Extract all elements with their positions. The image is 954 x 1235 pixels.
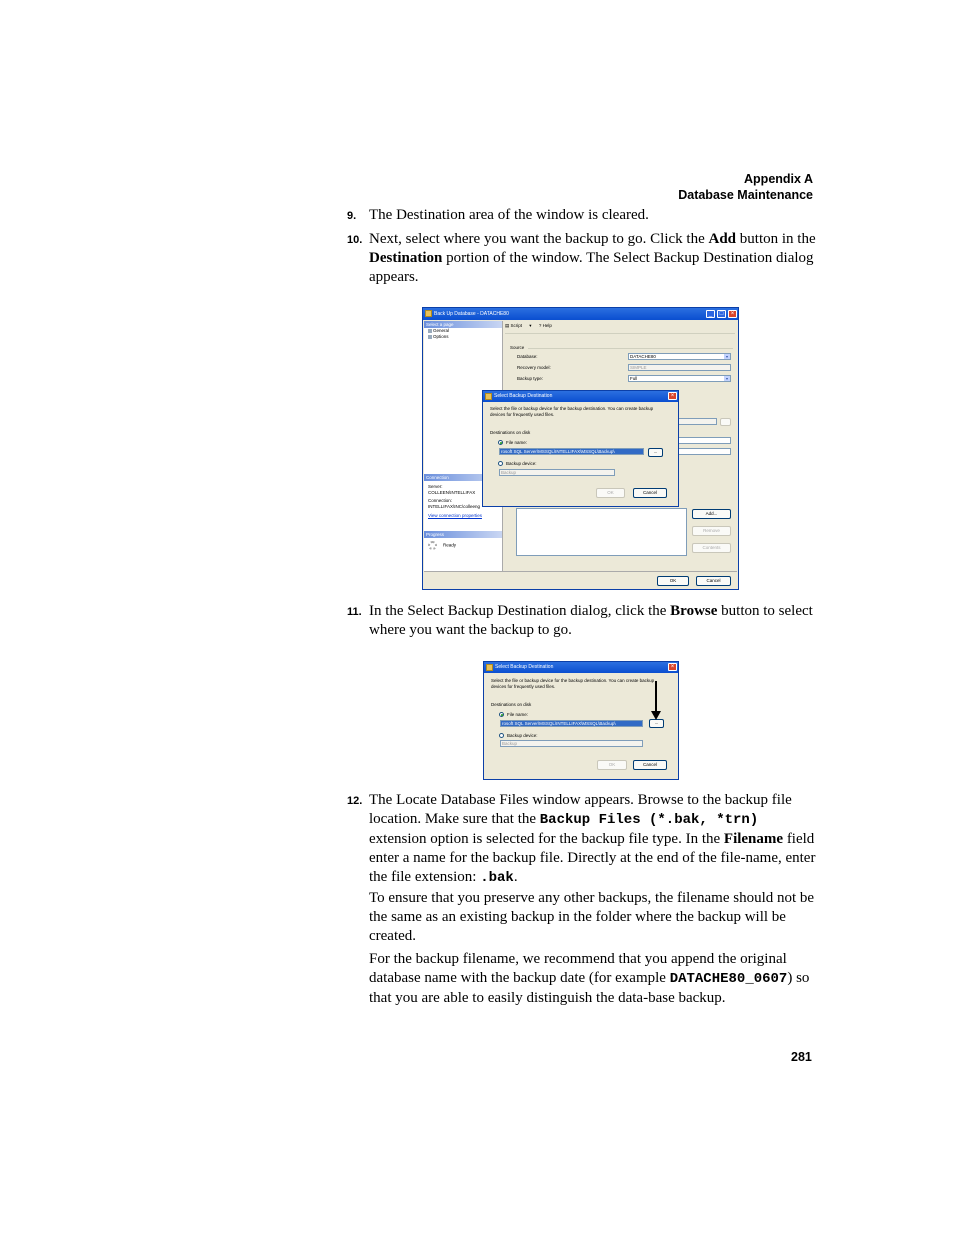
maximize-icon[interactable]: □	[717, 310, 726, 318]
backup-type-select[interactable]: Full ▾	[628, 375, 731, 382]
dialog-cancel-button[interactable]: Cancel	[633, 488, 667, 498]
cancel-button[interactable]: Cancel	[696, 576, 731, 586]
page-number: 281	[791, 1050, 812, 1064]
filename-recommendation-paragraph: For the backup filename, we recommend that you append the original database name with the backup date (for example DATACHE80_0607) so that you are able to easily distinguish the data-base backup.	[369, 951, 810, 1006]
select-page-header: Select a page	[424, 321, 502, 328]
dialog-title: Select Backup Destination	[494, 393, 553, 399]
close-icon[interactable]: ×	[728, 310, 737, 318]
file-name-label: File name:	[506, 440, 528, 445]
server-value: COLLEEN\INTELLIFAX	[428, 490, 476, 495]
destination-desc-field[interactable]	[678, 448, 731, 455]
step-11	[347, 602, 817, 640]
destinations-label: Destinations on disk	[490, 430, 531, 435]
toolbar	[505, 323, 564, 329]
step-text: Next, select where you want the backup to go. Click the Add button in the Destination portion of the window. The Select Backup Destination dialog appears.	[369, 231, 816, 285]
close-icon[interactable]: ×	[668, 663, 677, 671]
toolbar-divider	[505, 333, 735, 334]
step-number: 9.	[347, 210, 357, 222]
step-text: In the Select Backup Destination dialog, click the Browse button to select where you want the backup to go.	[369, 603, 813, 638]
backup-type-label: Backup type:	[517, 376, 544, 381]
backup-device-label: Backup device:	[507, 733, 538, 738]
step-number: 11.	[347, 606, 362, 618]
ok-button[interactable]: OK	[657, 576, 689, 586]
page-icon	[428, 329, 432, 333]
progress-status: Ready	[424, 541, 502, 550]
chevron-down-icon: ▾	[725, 354, 728, 359]
header-appendix: Appendix A	[744, 172, 813, 186]
backup-device-label: Backup device:	[506, 461, 537, 466]
browse-backup-set-button[interactable]	[720, 418, 731, 426]
file-name-field[interactable]: rosoft SQL Server\MSSQL\INTELLIFAX\MSSQL\Backup\	[499, 448, 644, 455]
dialog-icon	[485, 393, 492, 400]
server-label: Server:	[428, 484, 443, 489]
recovery-model-field: SIMPLE	[628, 364, 731, 371]
dialog-titlebar	[483, 391, 678, 402]
add-button[interactable]: Add...	[692, 509, 731, 519]
preserve-backups-paragraph: To ensure that you preserve any other backups, the filename should not be the same as an existing backup in the folder where the backup will be created.	[369, 890, 815, 944]
header-section: Database Maintenance	[678, 188, 813, 202]
connection-header: Connection	[424, 474, 502, 481]
file-name-radio[interactable]	[499, 712, 504, 717]
step-number: 12.	[347, 795, 363, 807]
database-select[interactable]: DATACHE80 ▾	[628, 353, 731, 360]
source-divider	[528, 348, 733, 349]
backup-device-radio[interactable]	[499, 733, 504, 738]
page-item-general[interactable]: General	[424, 328, 502, 334]
footer-divider	[424, 571, 737, 572]
help-button[interactable]: ? Help	[538, 323, 552, 328]
dialog-instruction: Select the file or backup device for the backup destination. You can create backup devices for frequently used files.	[491, 678, 655, 689]
browse-button[interactable]: ...	[649, 719, 664, 728]
page-icon	[428, 335, 432, 339]
step-text: The Locate Database Files window appears. Browse to the backup file location. Make sure that the Backup Files (*.bak, *trn) extension option is selected for the backup file type. In the Filename field enter a name for the backup file. Directly at the end of the file-name, enter the file extension: .bak.	[369, 792, 816, 886]
dialog-titlebar	[484, 662, 678, 673]
browse-button[interactable]: ...	[648, 448, 663, 457]
chevron-down-icon: ▾	[725, 376, 728, 381]
dialog-instruction: Select the file or backup device for the backup destination. You can create backup devices for frequently used files.	[490, 406, 654, 417]
connection-label: Connection:	[428, 498, 453, 503]
select-backup-destination-dialog	[482, 390, 679, 507]
backup-device-select: Backup	[500, 740, 643, 747]
running-header	[678, 171, 813, 203]
database-label: Database:	[517, 354, 538, 359]
progress-header: Progress	[424, 531, 502, 538]
arrow-down-icon	[651, 711, 661, 720]
step-number: 10.	[347, 234, 363, 246]
backup-device-select: Backup	[499, 469, 615, 476]
dialog-ok-button[interactable]: OK	[596, 488, 625, 498]
file-name-label: File name:	[507, 712, 529, 717]
destination-name-field[interactable]	[678, 437, 731, 444]
dialog-ok-button[interactable]: OK	[597, 760, 627, 770]
view-connection-properties-link[interactable]: View connection properties	[428, 513, 482, 518]
page-item-options[interactable]: Options	[424, 334, 502, 340]
database-icon	[425, 310, 432, 317]
destinations-label: Destinations on disk	[491, 702, 532, 707]
window-titlebar	[423, 308, 738, 320]
window-title: Back Up Database - DATACHE80	[434, 311, 509, 317]
pointer-arrow-shaft	[655, 681, 657, 715]
remove-button[interactable]: Remove	[692, 526, 731, 536]
script-button[interactable]: ▤ Script ▾	[505, 323, 532, 328]
dialog-cancel-button[interactable]: Cancel	[633, 760, 667, 770]
step-9	[347, 206, 817, 225]
file-name-radio[interactable]	[498, 440, 503, 445]
step-text: The Destination area of the window is cleared.	[369, 207, 649, 223]
source-label: Source	[510, 345, 525, 350]
backup-device-radio[interactable]	[498, 461, 503, 466]
select-backup-destination-dialog-2	[483, 661, 679, 780]
connection-value: INTELLIFAX\INC\colleeng	[428, 504, 481, 509]
step-10	[347, 230, 817, 287]
destination-list[interactable]	[516, 508, 687, 556]
step-12	[347, 791, 817, 888]
recovery-model-label: Recovery model:	[517, 365, 551, 370]
file-name-field[interactable]: rosoft SQL Server\MSSQL\INTELLIFAX\MSSQL\Backup\	[500, 720, 643, 727]
dialog-icon	[486, 664, 493, 671]
progress-spinner-icon	[428, 541, 437, 550]
minimize-icon[interactable]: _	[706, 310, 715, 318]
dialog-title: Select Backup Destination	[495, 664, 554, 670]
close-icon[interactable]: ×	[668, 392, 677, 400]
contents-button[interactable]: Contents	[692, 543, 731, 553]
